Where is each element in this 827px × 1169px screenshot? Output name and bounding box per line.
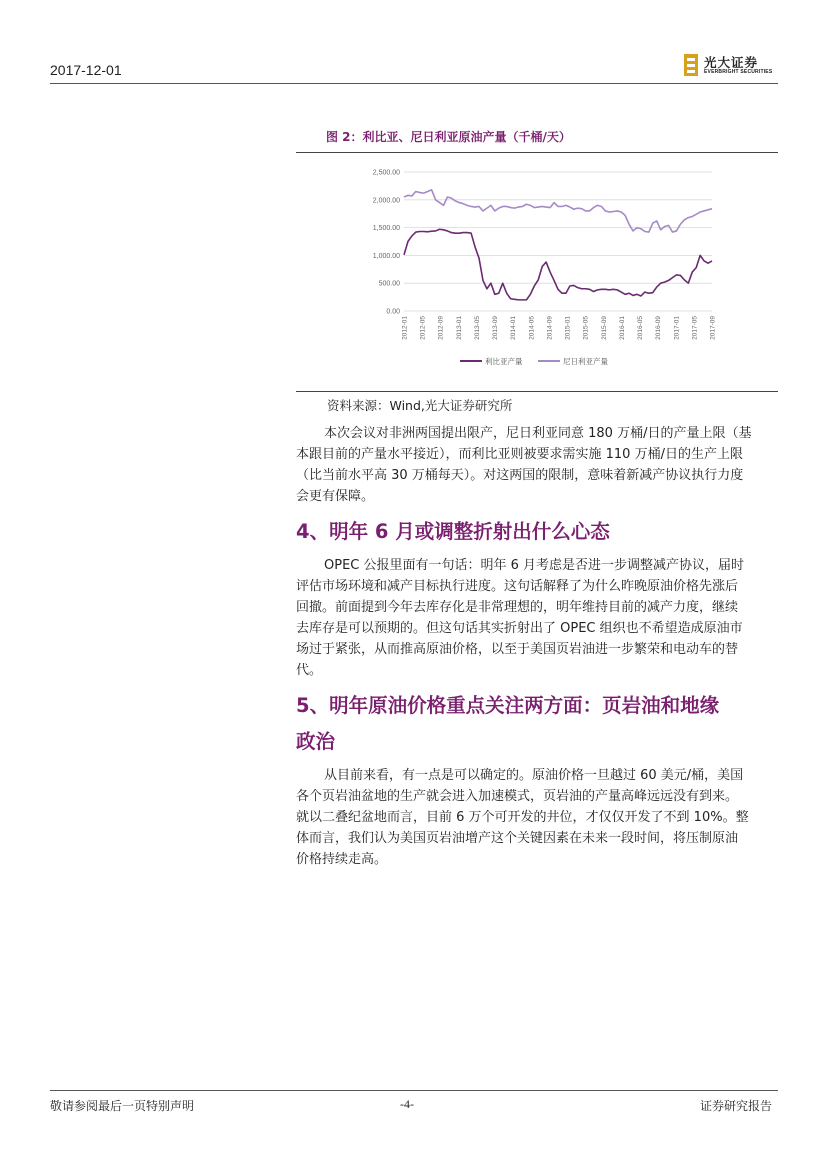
- x-tick-label: 2012-09: [437, 316, 445, 340]
- figure-top-rule: [296, 152, 778, 153]
- x-tick-label: 2017-05: [691, 316, 699, 340]
- x-tick-label: 2015-09: [600, 316, 608, 340]
- section-heading-5-line2: 政治: [296, 730, 336, 753]
- x-tick-label: 2017-09: [709, 316, 717, 340]
- y-tick-label: 0.00: [386, 308, 400, 316]
- paragraph-line: 代。: [296, 663, 323, 678]
- series-line-nigeria: [404, 190, 712, 232]
- logo-chinese-name: 光大证券: [704, 55, 759, 70]
- paragraph-line: 去库存是可以预期的。但这句话其实折射出了 OPEC 组织也不希望造成原油市: [296, 621, 743, 636]
- everbright-logo: [684, 52, 780, 78]
- paragraph-opec: [296, 555, 778, 681]
- paragraph-line: 会更有保障。: [296, 489, 375, 504]
- x-tick-label: 2012-05: [419, 316, 427, 340]
- chart-svg: [330, 158, 730, 380]
- paragraph-line: 评估市场环境和减产目标执行进度。这句话解释了为什么昨晚原油价格先涨后: [296, 579, 739, 594]
- paragraph-quota: [296, 423, 778, 507]
- x-tick-label: 2016-01: [618, 316, 626, 340]
- x-tick-label: 2016-05: [637, 316, 645, 340]
- legend-label: 尼日利亚产量: [563, 357, 608, 366]
- figure-bottom-rule: [296, 391, 778, 392]
- paragraph-line: 场过于紧张，从而推高原油价格，以至于美国页岩油进一步繁荣和电动车的替: [296, 642, 739, 657]
- y-tick-label: 1,500.00: [372, 225, 400, 233]
- paragraph-line: 体而言，我们认为美国页岩油增产这个关键因素在未来一段时间，将压制原油: [296, 831, 739, 846]
- y-tick-label: 2,500.00: [372, 169, 400, 177]
- x-tick-label: 2014-01: [510, 316, 518, 340]
- section-heading-5-line1: 5、明年原油价格重点关注两方面：页岩油和地缘: [296, 694, 720, 717]
- y-tick-label: 1,000.00: [372, 252, 400, 260]
- y-tick-label: 500.00: [378, 280, 400, 288]
- series-line-libya: [404, 229, 712, 300]
- x-tick-label: 2013-05: [473, 316, 481, 340]
- paragraph-line: 本次会议对非洲两国提出限产，尼日利亚同意 180 万桶/日的产量上限（基: [324, 426, 752, 441]
- paragraph-shale: [296, 765, 778, 870]
- x-tick-label: 2012-01: [401, 316, 409, 340]
- x-tick-label: 2013-09: [492, 316, 500, 340]
- paragraph-line: OPEC 公报里面有一句话：明年 6 月考虑是否进一步调整减产协议，届时: [324, 558, 745, 573]
- x-tick-label: 2015-01: [564, 316, 572, 340]
- x-tick-label: 2015-05: [582, 316, 590, 340]
- figure-title: 图 2：利比亚、尼日利亚原油产量（千桶/天）: [326, 130, 571, 144]
- footer-divider: [50, 1090, 778, 1091]
- paragraph-line: 从目前来看，有一点是可以确定的。原油价格一旦越过 60 美元/桶，美国: [324, 768, 744, 783]
- header-divider: [50, 83, 778, 84]
- paragraph-line: 本跟目前的产量水平接近），而利比亚则被要求需实施 110 万桶/日的生产上限: [296, 447, 743, 462]
- everbright-logo-icon: [684, 54, 698, 76]
- page-number: -4-: [400, 1097, 414, 1111]
- paragraph-line: （比当前水平高 30 万桶每天）。对这两国的限制，意味着新减产协议执行力度: [296, 468, 744, 483]
- section-heading-5: [296, 688, 780, 760]
- x-tick-label: 2013-01: [455, 316, 463, 340]
- x-tick-label: 2014-05: [528, 316, 536, 340]
- x-tick-label: 2014-09: [546, 316, 554, 340]
- paragraph-line: 价格持续走高。: [296, 852, 388, 867]
- report-date: 2017-12-01: [50, 62, 122, 78]
- paragraph-line: 回撤。前面提到今年去库存化是非常理想的，明年维持目前的减产力度，继续: [296, 600, 739, 615]
- section-heading-4: 4、明年 6 月或调整折射出什么心态: [296, 520, 610, 543]
- x-tick-label: 2017-01: [673, 316, 681, 340]
- paragraph-line: 就以二叠纪盆地而言，目前 6 万个可开发的井位，才仅仅开发了不到 10%。整: [296, 810, 749, 825]
- logo-english-name: EVERBRIGHT SECURITIES: [704, 69, 773, 75]
- production-line-chart: [330, 158, 730, 380]
- footer-disclaimer: 敬请参阅最后一页特别声明: [50, 1099, 195, 1113]
- paragraph-line: 各个页岩油盆地的生产就会进入加速模式，页岩油的产量高峰远远没有到来。: [296, 789, 739, 804]
- legend-label: 利比亚产量: [485, 357, 523, 366]
- footer-report-type: 证券研究报告: [700, 1099, 773, 1113]
- y-tick-label: 2,000.00: [372, 197, 400, 205]
- x-tick-label: 2016-09: [655, 316, 663, 340]
- figure-source: 资料来源：Wind,光大证券研究所: [327, 398, 513, 413]
